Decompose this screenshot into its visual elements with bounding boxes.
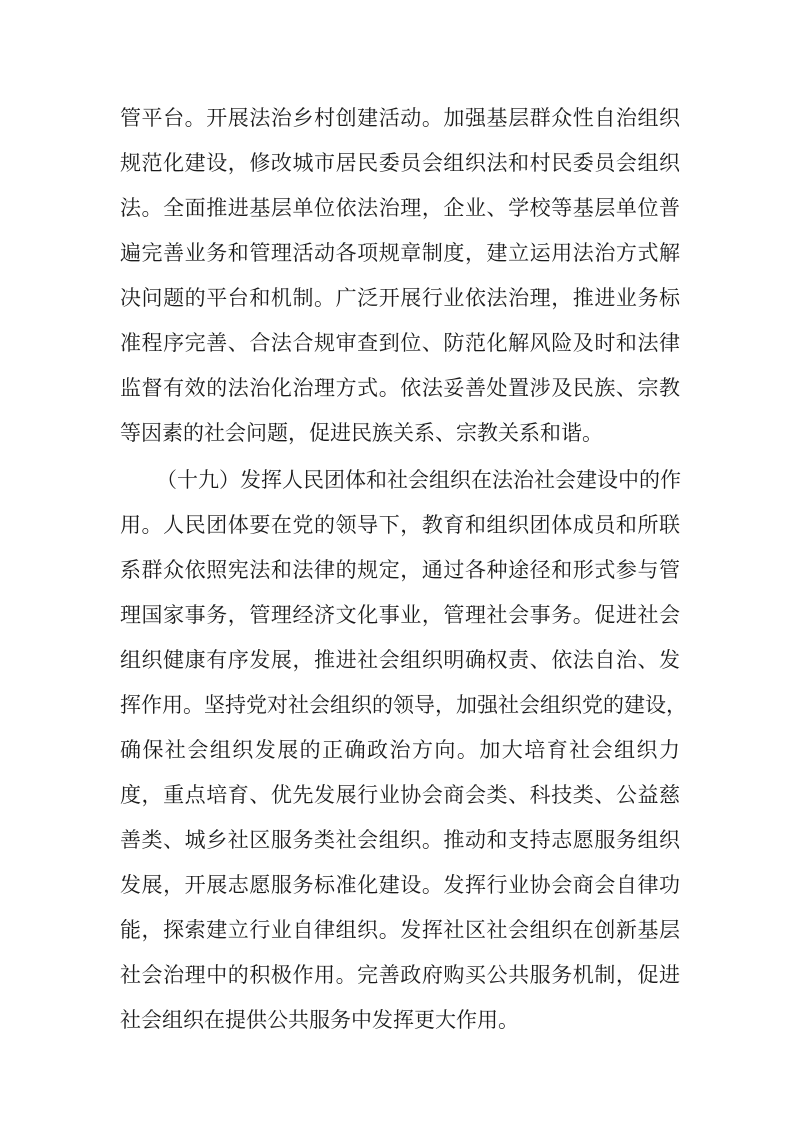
paragraph-line: 确保社会组织发展的正确政治方向。加大培育社会组织力	[120, 738, 680, 762]
paragraph-line: 遍完善业务和管理活动各项规章制度，建立运用法治方式解	[120, 241, 680, 265]
paragraph-line: 法。全面推进基层单位依法治理，企业、学校等基层单位普	[120, 196, 680, 220]
paragraph-line: 等因素的社会问题，促进民族关系、宗教关系和谐。	[120, 421, 603, 445]
paragraph-line: 系群众依照宪法和法律的规定，通过各种途径和形式参与管	[120, 558, 680, 582]
paragraph-line: 挥作用。坚持党对社会组织的领导，加强社会组织党的建设，	[120, 693, 687, 717]
paragraph-line: 管平台。开展法治乡村创建活动。加强基层群众性自治组织	[120, 106, 680, 130]
paragraph-line: 监督有效的法治化治理方式。依法妥善处置涉及民族、宗教	[120, 376, 680, 400]
paragraph-line: 社会治理中的积极作用。完善政府购买公共服务机制，促进	[120, 963, 680, 987]
paragraph-line: 规范化建设，修改城市居民委员会组织法和村民委员会组织	[120, 151, 680, 175]
paragraph-heading-line: （十九）发挥人民团体和社会组织在法治社会建设中的作	[156, 468, 681, 492]
paragraph-line: 社会组织在提供公共服务中发挥更大作用。	[120, 1008, 519, 1032]
paragraph-line: 善类、城乡社区服务类社会组织。推动和支持志愿服务组织	[120, 828, 680, 852]
paragraph-line: 度，重点培育、优先发展行业协会商会类、科技类、公益慈	[120, 783, 680, 807]
paragraph-line: 用。人民团体要在党的领导下，教育和组织团体成员和所联	[120, 513, 680, 537]
paragraph-line: 能，探索建立行业自律组织。发挥社区社会组织在创新基层	[120, 918, 680, 942]
paragraph-line: 准程序完善、合法合规审查到位、防范化解风险及时和法律	[120, 331, 680, 355]
paragraph-line: 组织健康有序发展，推进社会组织明确权责、依法自治、发	[120, 648, 680, 672]
paragraph-line: 理国家事务，管理经济文化事业，管理社会事务。促进社会	[120, 603, 680, 627]
paragraph-line: 发展，开展志愿服务标准化建设。发挥行业协会商会自律功	[120, 873, 680, 897]
paragraph-line: 决问题的平台和机制。广泛开展行业依法治理，推进业务标	[120, 286, 680, 310]
